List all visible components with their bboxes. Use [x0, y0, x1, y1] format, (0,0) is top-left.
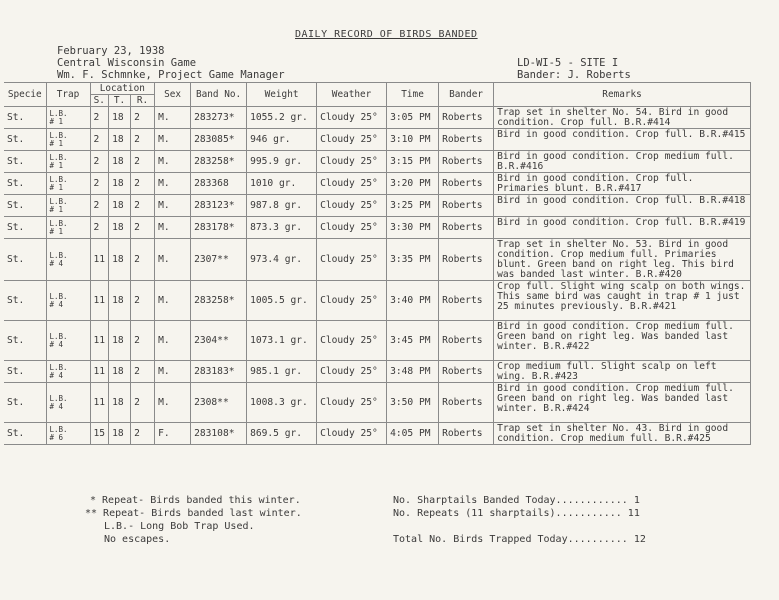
cell-s: 2 — [90, 129, 109, 151]
cell-weather: Cloudy 25° — [317, 173, 387, 195]
trap-type: L.B. — [49, 108, 68, 118]
cell-time: 3:48 PM — [387, 361, 439, 383]
col-time: Time — [387, 83, 439, 107]
trap-number: # 6 — [49, 432, 64, 442]
cell-time: 3:10 PM — [387, 129, 439, 151]
table-row — [4, 107, 751, 129]
cell-weight: 869.5 gr. — [247, 423, 317, 445]
cell-remarks: Bird in good condition. Crop full. B.R.#415 — [494, 129, 751, 151]
cell-bander: Roberts — [439, 173, 494, 195]
table-row — [4, 361, 751, 383]
trap-number: # 4 — [49, 339, 64, 349]
cell-specie: St. — [4, 195, 46, 217]
cell-sex: M. — [155, 107, 191, 129]
cell-weather: Cloudy 25° — [317, 239, 387, 281]
cell-r: 2 — [131, 151, 155, 173]
summary-total: Total No. Birds Trapped Today.......... 12 — [393, 534, 646, 545]
table-row — [4, 281, 751, 321]
cell-r: 2 — [131, 321, 155, 361]
cell-s: 11 — [90, 361, 109, 383]
cell-sex: M. — [155, 361, 191, 383]
cell-weight: 1073.1 gr. — [247, 321, 317, 361]
cell-remarks: Bird in good condition. Crop medium full. Green band on right leg. Was banded last winter. B.R.#422 — [494, 321, 751, 361]
table-row — [4, 195, 751, 217]
cell-bander: Roberts — [439, 195, 494, 217]
cell-s: 11 — [90, 383, 109, 423]
cell-remarks: Bird in good condition. Crop full. Primaries blunt. B.R.#417 — [494, 173, 751, 195]
cell-t: 18 — [109, 383, 131, 423]
cell-r: 2 — [131, 361, 155, 383]
summary-repeats: No. Repeats (11 sharptails)........... 11 — [393, 508, 640, 519]
manager: Wm. F. Schmnke, Project Game Manager — [57, 69, 285, 81]
cell-r: 2 — [131, 173, 155, 195]
cell-t: 18 — [109, 281, 131, 321]
cell-bander: Roberts — [439, 129, 494, 151]
cell-trap — [46, 195, 90, 217]
table-row — [4, 151, 751, 173]
cell-weather: Cloudy 25° — [317, 129, 387, 151]
cell-weather: Cloudy 25° — [317, 195, 387, 217]
cell-remarks: Bird in good condition. Crop full. B.R.#418 — [494, 195, 751, 217]
trap-type: L.B. — [49, 250, 68, 260]
cell-sex: M. — [155, 129, 191, 151]
cell-bander: Roberts — [439, 321, 494, 361]
cell-band-no: 283183* — [191, 361, 247, 383]
cell-bander: Roberts — [439, 423, 494, 445]
cell-s: 2 — [90, 173, 109, 195]
cell-band-no: 2307** — [191, 239, 247, 281]
footnote-escapes: No escapes. — [104, 534, 171, 545]
cell-r: 2 — [131, 383, 155, 423]
trap-type: L.B. — [49, 424, 68, 434]
cell-specie: St. — [4, 173, 46, 195]
trap-number: # 1 — [49, 138, 64, 148]
table-body — [4, 107, 751, 445]
cell-t: 18 — [109, 361, 131, 383]
cell-trap — [46, 129, 90, 151]
cell-band-no: 2308** — [191, 383, 247, 423]
trap-type: L.B. — [49, 218, 68, 228]
cell-trap — [46, 217, 90, 239]
cell-time: 3:50 PM — [387, 383, 439, 423]
cell-weight: 1055.2 gr. — [247, 107, 317, 129]
cell-specie: St. — [4, 129, 46, 151]
cell-sex: F. — [155, 423, 191, 445]
cell-bander: Roberts — [439, 383, 494, 423]
cell-weight: 946 gr. — [247, 129, 317, 151]
cell-trap — [46, 361, 90, 383]
cell-t: 18 — [109, 107, 131, 129]
cell-weight: 985.1 gr. — [247, 361, 317, 383]
cell-s: 11 — [90, 321, 109, 361]
cell-weight: 1010 gr. — [247, 173, 317, 195]
cell-r: 2 — [131, 129, 155, 151]
trap-type: L.B. — [49, 362, 68, 372]
cell-weather: Cloudy 25° — [317, 281, 387, 321]
cell-band-no: 283178* — [191, 217, 247, 239]
cell-bander: Roberts — [439, 217, 494, 239]
cell-t: 18 — [109, 173, 131, 195]
col-r: R. — [131, 95, 155, 107]
cell-weather: Cloudy 25° — [317, 321, 387, 361]
cell-t: 18 — [109, 217, 131, 239]
cell-remarks: Bird in good condition. Crop full. B.R.#419 — [494, 217, 751, 239]
cell-specie: St. — [4, 423, 46, 445]
footnote-double-repeat: ** Repeat- Birds banded last winter. — [85, 508, 302, 519]
cell-t: 18 — [109, 151, 131, 173]
trap-type: L.B. — [49, 130, 68, 140]
cell-s: 2 — [90, 195, 109, 217]
cell-trap — [46, 173, 90, 195]
col-weather: Weather — [317, 83, 387, 107]
site-code: LD-WI-5 - SITE I — [517, 57, 619, 69]
record-date: February 23, 1938 — [57, 45, 165, 57]
cell-remarks: Trap set in shelter No. 43. Bird in good condition. Crop medium full. B.R.#425 — [494, 423, 751, 445]
table-row — [4, 217, 751, 239]
table-row — [4, 129, 751, 151]
cell-trap — [46, 151, 90, 173]
cell-r: 2 — [131, 423, 155, 445]
cell-time: 3:45 PM — [387, 321, 439, 361]
trap-type: L.B. — [49, 152, 68, 162]
cell-weight: 987.8 gr. — [247, 195, 317, 217]
cell-t: 18 — [109, 423, 131, 445]
cell-specie: St. — [4, 321, 46, 361]
cell-time: 3:25 PM — [387, 195, 439, 217]
cell-trap — [46, 239, 90, 281]
col-sex: Sex — [155, 83, 191, 107]
cell-bander: Roberts — [439, 151, 494, 173]
cell-r: 2 — [131, 281, 155, 321]
cell-time: 3:05 PM — [387, 107, 439, 129]
cell-band-no: 283368 — [191, 173, 247, 195]
cell-sex: M. — [155, 195, 191, 217]
cell-sex: M. — [155, 217, 191, 239]
cell-remarks: Crop medium full. Slight scalp on left wing. B.R.#423 — [494, 361, 751, 383]
cell-sex: M. — [155, 151, 191, 173]
table-row — [4, 239, 751, 281]
trap-number: # 4 — [49, 299, 64, 309]
table-row — [4, 383, 751, 423]
cell-band-no: 283123* — [191, 195, 247, 217]
trap-number: # 1 — [49, 182, 64, 192]
cell-s: 2 — [90, 217, 109, 239]
cell-weather: Cloudy 25° — [317, 217, 387, 239]
cell-weight: 1005.5 gr. — [247, 281, 317, 321]
cell-weight: 873.3 gr. — [247, 217, 317, 239]
cell-band-no: 283258* — [191, 151, 247, 173]
cell-weather: Cloudy 25° — [317, 151, 387, 173]
cell-sex: M. — [155, 281, 191, 321]
trap-number: # 1 — [49, 204, 64, 214]
cell-specie: St. — [4, 239, 46, 281]
banding-table — [4, 82, 751, 445]
organization: Central Wisconsin Game — [57, 57, 197, 69]
cell-t: 18 — [109, 239, 131, 281]
trap-type: L.B. — [49, 174, 68, 184]
cell-specie: St. — [4, 383, 46, 423]
cell-time: 3:30 PM — [387, 217, 439, 239]
trap-type: L.B. — [49, 196, 68, 206]
cell-band-no: 283258* — [191, 281, 247, 321]
cell-sex: M. — [155, 321, 191, 361]
cell-weather: Cloudy 25° — [317, 423, 387, 445]
cell-s: 2 — [90, 107, 109, 129]
cell-s: 11 — [90, 281, 109, 321]
cell-specie: St. — [4, 217, 46, 239]
table-row — [4, 423, 751, 445]
cell-r: 2 — [131, 107, 155, 129]
cell-r: 2 — [131, 195, 155, 217]
trap-type: L.B. — [49, 393, 68, 403]
cell-weather: Cloudy 25° — [317, 107, 387, 129]
cell-remarks: Bird in good condition. Crop medium full. B.R.#416 — [494, 151, 751, 173]
col-location: Location — [90, 83, 155, 95]
cell-sex: M. — [155, 239, 191, 281]
cell-specie: St. — [4, 107, 46, 129]
cell-sex: M. — [155, 173, 191, 195]
cell-trap — [46, 383, 90, 423]
cell-s: 2 — [90, 151, 109, 173]
cell-specie: St. — [4, 281, 46, 321]
cell-r: 2 — [131, 217, 155, 239]
cell-remarks: Trap set in shelter No. 53. Bird in good condition. Crop medium full. Primaries blunt. Green band on right leg. This bird was banded last winter. B.R.#420 — [494, 239, 751, 281]
page-title: DAILY RECORD OF BIRDS BANDED — [295, 29, 478, 40]
cell-weight: 1008.3 gr. — [247, 383, 317, 423]
cell-band-no: 283085* — [191, 129, 247, 151]
cell-bander: Roberts — [439, 107, 494, 129]
cell-band-no: 2304** — [191, 321, 247, 361]
cell-time: 3:35 PM — [387, 239, 439, 281]
cell-remarks: Bird in good condition. Crop medium full. Green band on right leg. Was banded last winter. B.R.#424 — [494, 383, 751, 423]
footnote-single-repeat: * Repeat- Birds banded this winter. — [90, 495, 301, 506]
cell-band-no: 283273* — [191, 107, 247, 129]
table-header-row — [4, 83, 751, 95]
trap-number: # 4 — [49, 370, 64, 380]
cell-weather: Cloudy 25° — [317, 361, 387, 383]
col-trap: Trap — [46, 83, 90, 107]
cell-time: 3:15 PM — [387, 151, 439, 173]
cell-weight: 995.9 gr. — [247, 151, 317, 173]
table-row — [4, 173, 751, 195]
cell-time: 3:40 PM — [387, 281, 439, 321]
cell-time: 4:05 PM — [387, 423, 439, 445]
trap-number: # 1 — [49, 116, 64, 126]
cell-t: 18 — [109, 321, 131, 361]
col-band-no: Band No. — [191, 83, 247, 107]
col-bander: Bander — [439, 83, 494, 107]
trap-number: # 4 — [49, 258, 64, 268]
cell-time: 3:20 PM — [387, 173, 439, 195]
cell-t: 18 — [109, 195, 131, 217]
cell-weather: Cloudy 25° — [317, 383, 387, 423]
cell-remarks: Trap set in shelter No. 54. Bird in good condition. Crop full. B.R.#414 — [494, 107, 751, 129]
cell-weight: 973.4 gr. — [247, 239, 317, 281]
cell-bander: Roberts — [439, 281, 494, 321]
cell-trap — [46, 321, 90, 361]
cell-bander: Roberts — [439, 361, 494, 383]
trap-number: # 1 — [49, 160, 64, 170]
cell-t: 18 — [109, 129, 131, 151]
cell-trap — [46, 281, 90, 321]
cell-sex: M. — [155, 383, 191, 423]
trap-number: # 4 — [49, 401, 64, 411]
cell-specie: St. — [4, 361, 46, 383]
col-weight: Weight — [247, 83, 317, 107]
col-remarks: Remarks — [494, 83, 751, 107]
col-t: T. — [109, 95, 131, 107]
trap-type: L.B. — [49, 291, 68, 301]
col-specie: Specie — [4, 83, 46, 107]
cell-s: 15 — [90, 423, 109, 445]
cell-band-no: 283108* — [191, 423, 247, 445]
table-row — [4, 321, 751, 361]
cell-r: 2 — [131, 239, 155, 281]
cell-remarks: Crop full. Slight wing scalp on both wings. This same bird was caught in trap # 1 just 25 minutes previously. B.R.#421 — [494, 281, 751, 321]
bander-name: Bander: J. Roberts — [517, 69, 631, 81]
summary-sharptails: No. Sharptails Banded Today............ 1 — [393, 495, 640, 506]
cell-bander: Roberts — [439, 239, 494, 281]
cell-trap — [46, 107, 90, 129]
footnote-trap: L.B.- Long Bob Trap Used. — [104, 521, 255, 532]
cell-trap — [46, 423, 90, 445]
cell-specie: St. — [4, 151, 46, 173]
col-s: S. — [90, 95, 109, 107]
cell-s: 11 — [90, 239, 109, 281]
trap-type: L.B. — [49, 331, 68, 341]
trap-number: # 1 — [49, 226, 64, 236]
